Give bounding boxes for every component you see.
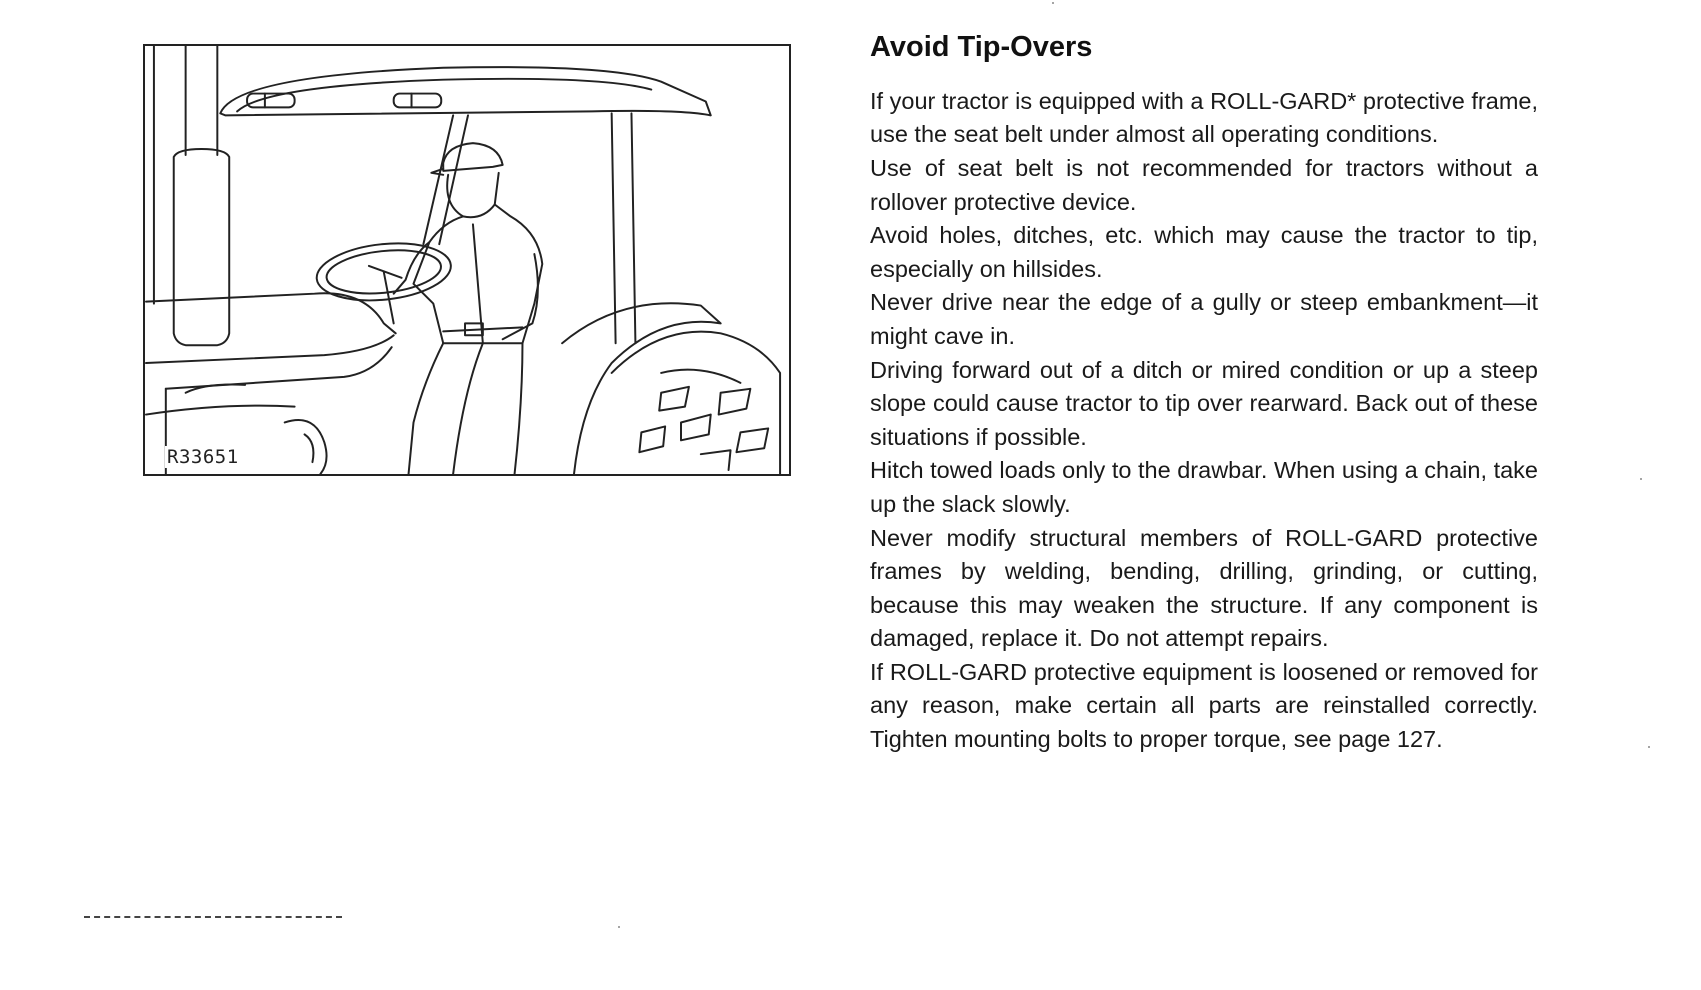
paragraph-seat-belt-use: If your tractor is equipped with a ROLL-GARD* protective frame, use the seat belt under almost all operating conditions. bbox=[870, 87, 1538, 148]
scan-speck bbox=[1640, 478, 1642, 480]
paragraph-seat-belt-not-recommended: Use of seat belt is not recommended for tractors without a rollover protective device. bbox=[870, 154, 1538, 215]
tractor-operator-seat-belt-illustration bbox=[145, 46, 789, 474]
figure-reference-number: R33651 bbox=[167, 446, 239, 468]
footnote-divider bbox=[84, 916, 342, 918]
paragraph-avoid-holes: Avoid holes, ditches, etc. which may cause the tractor to tip, especially on hillsides. bbox=[870, 222, 1538, 282]
scan-speck bbox=[1052, 2, 1054, 4]
paragraph-do-not-modify: Never modify structural members of ROLL-GARD protective frames by welding, bending, drilling, grinding, or cutting, because this may weaken the structure. If any component is damaged, replace it. Do not attempt repairs. bbox=[870, 524, 1538, 652]
paragraph-gully-edge: Never drive near the edge of a gully or steep embankment—it might cave in. bbox=[870, 289, 1538, 349]
paragraph-reinstall-parts: If ROLL-GARD protective equipment is loosened or removed for any reason, make certain all parts are reinstalled correctly. Tighten mounting bolts to proper torque, see page 127. bbox=[870, 658, 1538, 753]
scan-speck bbox=[618, 926, 620, 928]
paragraph-hitch-drawbar: Hitch towed loads only to the drawbar. When using a chain, take up the slack slowly. bbox=[870, 457, 1538, 517]
tractor-illustration bbox=[143, 44, 791, 476]
safety-section bbox=[870, 30, 1538, 757]
scan-speck bbox=[1648, 746, 1650, 748]
paragraph-ditch-steep-slope: Driving forward out of a ditch or mired condition or up a steep slope could cause tractor to tip over rearward. Back out of these situations if possible. bbox=[870, 356, 1538, 450]
section-heading: Avoid Tip-Overs bbox=[870, 31, 1093, 63]
